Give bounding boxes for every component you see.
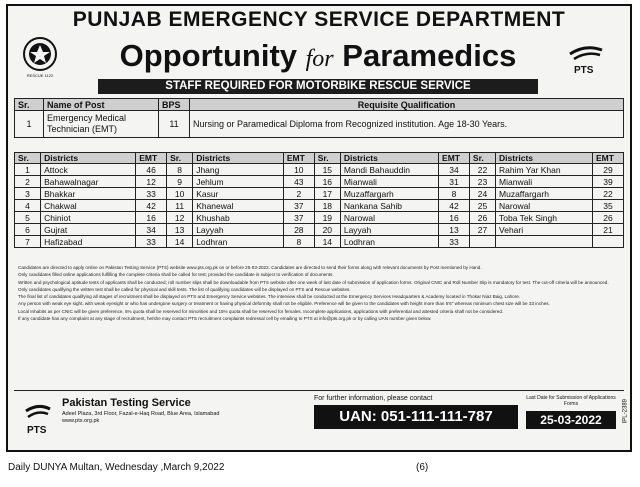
- district-sr: 8: [167, 164, 193, 176]
- pts-address-block: [62, 411, 262, 425]
- districts-header-emt: EMT: [439, 153, 470, 164]
- district-sr: 23: [469, 176, 495, 188]
- district-emt: 34: [136, 224, 167, 236]
- paramedics-word: Paramedics: [342, 38, 517, 73]
- uan-number: UAN: 051-111-111-787: [314, 405, 518, 429]
- footer: [14, 390, 628, 445]
- district-sr: 2: [15, 176, 41, 188]
- district-name: Bhakkar: [41, 188, 136, 200]
- district-emt: 10: [283, 164, 314, 176]
- district-emt: 33: [439, 236, 470, 248]
- pts-name: Pakistan Testing Service: [62, 397, 191, 409]
- post-header-bps: BPS: [159, 99, 190, 111]
- district-emt: 31: [439, 176, 470, 188]
- instructions: [18, 265, 620, 323]
- district-emt: 21: [593, 224, 624, 236]
- pts-website: www.pts.org.pk: [62, 418, 100, 424]
- post-header-sr: Sr.: [15, 99, 44, 111]
- instruction-item: If any candidate has any complaint at any stage of recruitment, he/she may contact PTS recruitment complaints redressal cell by emailing to PTS at info@pts.org.pk or by calling UAN number given below.: [18, 316, 432, 322]
- for-word: for: [305, 46, 334, 72]
- district-name: Narowal: [496, 200, 593, 212]
- table-row: [15, 200, 624, 212]
- district-name: Muzaffargarh: [340, 188, 438, 200]
- district-emt: 22: [593, 188, 624, 200]
- district-sr: 17: [314, 188, 340, 200]
- district-name: Hafizabad: [41, 236, 136, 248]
- district-emt: 34: [439, 164, 470, 176]
- district-name: Lodhran: [340, 236, 438, 248]
- district-emt: 13: [439, 224, 470, 236]
- districts-table: [14, 152, 624, 248]
- district-emt: 16: [439, 212, 470, 224]
- opportunity-word: Opportunity: [119, 38, 298, 73]
- district-name: Rahim Yar Khan: [496, 164, 593, 176]
- district-name: Jhang: [193, 164, 284, 176]
- pts-logo-icon: [560, 42, 610, 76]
- newspaper-dateline: Daily DUNYA Multan, Wednesday ,March 9,2022: [8, 462, 225, 473]
- district-sr: 12: [167, 212, 193, 224]
- table-row: [15, 212, 624, 224]
- ad-code: IPL-2389: [622, 399, 628, 424]
- pts-footer-logo-text: PTS: [27, 425, 47, 436]
- table-row: [15, 164, 624, 176]
- district-emt: 33: [136, 188, 167, 200]
- district-emt: 37: [283, 200, 314, 212]
- instruction-item: Only candidates filled online applications fulfilling the complete criteria shall be called for test; provided the candidate is subject to verification of documents.: [18, 272, 334, 278]
- table-row: [15, 111, 624, 138]
- post-header-name: Name of Post: [44, 99, 159, 111]
- district-name: Toba Tek Singh: [496, 212, 593, 224]
- district-sr: 11: [167, 200, 193, 212]
- last-date: 25-03-2022: [526, 411, 616, 429]
- post-sr: 1: [15, 111, 44, 138]
- instruction-item: The final list of candidates qualifying all stages of recruitment shall be displayed on PTS and Emergency Service websites. The interview shall be conducted at the Emergency Services Headquarters & Academy located in Thokar Niaz Baig, Lahore.: [18, 294, 521, 300]
- instruction-item: Local Inhabits as per CNIC will be given preference. 5% quota shall be reserved for minorities and 15% quota shall be reserved for females. Incomplete applications, applications with preferential and attested criteria shall not be considered.: [18, 308, 504, 314]
- opportunity-heading: [68, 36, 568, 76]
- district-sr: 27: [469, 224, 495, 236]
- district-name: Chiniot: [41, 212, 136, 224]
- district-sr: 19: [314, 212, 340, 224]
- district-name: Khanewal: [193, 200, 284, 212]
- district-name: Lodhran: [193, 236, 284, 248]
- district-emt: 35: [593, 200, 624, 212]
- district-name: Mianwali: [340, 176, 438, 188]
- district-sr: 24: [469, 188, 495, 200]
- districts-header-sr: Sr.: [469, 153, 495, 164]
- district-name: Vehari: [496, 224, 593, 236]
- district-name: Khushab: [193, 212, 284, 224]
- post-qualification: Nursing or Paramedical Diploma from Recognized institution. Age 18-30 Years.: [190, 111, 624, 138]
- district-sr: [469, 236, 495, 248]
- district-name: Mandi Bahauddin: [340, 164, 438, 176]
- district-name: [496, 236, 593, 248]
- district-sr: 3: [15, 188, 41, 200]
- district-emt: 42: [136, 200, 167, 212]
- district-emt: 26: [593, 212, 624, 224]
- district-name: Kasur: [193, 188, 284, 200]
- district-emt: [593, 236, 624, 248]
- district-name: Jehlum: [193, 176, 284, 188]
- instruction-item: Any person with weak eye sight, with weak eyesight or who has undergone surgery or treatment or having physical deformity shall not be eligible. Preference will be given to the candidates with height more than 5'6" whereas minimum chest size will be 33 inches.: [18, 301, 550, 307]
- page-number: (6): [416, 462, 429, 473]
- district-emt: 33: [136, 236, 167, 248]
- post-table: [14, 98, 624, 138]
- pts-logo-text: PTS: [574, 65, 594, 76]
- instruction-item: Only candidates qualifying the written test shall be called for physical and skill tests. The list of qualifying candidates will be displayed on PTS and Rescue websites.: [18, 286, 351, 292]
- districts-header-district: Districts: [41, 153, 136, 164]
- info-text: For further information, please contact: [314, 395, 433, 402]
- district-sr: 6: [15, 224, 41, 236]
- district-emt: 16: [136, 212, 167, 224]
- district-sr: 10: [167, 188, 193, 200]
- district-emt: 8: [283, 236, 314, 248]
- district-emt: 37: [283, 212, 314, 224]
- district-name: Layyah: [193, 224, 284, 236]
- districts-header-sr: Sr.: [15, 153, 41, 164]
- last-date-caption: Last Date for Submission of Applications Forms: [526, 395, 616, 407]
- post-bps: 11: [159, 111, 190, 138]
- district-name: Mianwali: [496, 176, 593, 188]
- post-header-qualification: Requisite Qualification: [190, 99, 624, 111]
- district-sr: 22: [469, 164, 495, 176]
- district-sr: 9: [167, 176, 193, 188]
- district-name: Gujrat: [41, 224, 136, 236]
- instruction-item: Candidates are directed to apply online on Pakistan Testing Service (PTS) website www.pts.org.pk on or before 25-03-2022. Candidates are directed to send their forms along with relevant documents by Post mentioned by Hand.: [18, 265, 482, 270]
- districts-header-district: Districts: [340, 153, 438, 164]
- districts-header-emt: EMT: [136, 153, 167, 164]
- district-name: Attock: [41, 164, 136, 176]
- district-sr: 25: [469, 200, 495, 212]
- table-row: [15, 236, 624, 248]
- districts-header-emt: EMT: [593, 153, 624, 164]
- district-sr: 1: [15, 164, 41, 176]
- district-emt: 12: [136, 176, 167, 188]
- districts-header-district: Districts: [496, 153, 593, 164]
- district-sr: 13: [167, 224, 193, 236]
- district-name: Chakwal: [41, 200, 136, 212]
- district-emt: 29: [593, 164, 624, 176]
- district-emt: 2: [283, 188, 314, 200]
- district-emt: 46: [136, 164, 167, 176]
- district-sr: 7: [15, 236, 41, 248]
- post-name: Emergency Medical Technician (EMT): [44, 111, 159, 138]
- department-title: PUNJAB EMERGENCY SERVICE DEPARTMENT: [72, 8, 566, 31]
- district-emt: 42: [439, 200, 470, 212]
- table-row: [15, 188, 624, 200]
- district-sr: 18: [314, 200, 340, 212]
- logo-caption: RESCUE 1122: [26, 73, 54, 78]
- table-row: [15, 176, 624, 188]
- district-sr: 5: [15, 212, 41, 224]
- district-sr: 14: [314, 236, 340, 248]
- district-name: Muzaffargarh: [496, 188, 593, 200]
- district-name: Nankana Sahib: [340, 200, 438, 212]
- district-name: Layyah: [340, 224, 438, 236]
- district-sr: 26: [469, 212, 495, 224]
- district-emt: 39: [593, 176, 624, 188]
- district-sr: 16: [314, 176, 340, 188]
- district-emt: 43: [283, 176, 314, 188]
- district-emt: 28: [283, 224, 314, 236]
- district-emt: 8: [439, 188, 470, 200]
- district-sr: 20: [314, 224, 340, 236]
- advertisement: [6, 4, 632, 452]
- district-name: Narowal: [340, 212, 438, 224]
- district-sr: 14: [167, 236, 193, 248]
- pts-footer-logo-icon: [22, 401, 54, 437]
- districts-header-sr: Sr.: [314, 153, 340, 164]
- instruction-item: Written and psychological aptitude tests of applicants shall be conducted; roll number slips shall be downloadable from PTS website after one week of last date of submission of application forms. Original CNIC and Roll Number Slip is mandatory for test. The cut-off criteria will be announced.: [18, 279, 609, 285]
- districts-header-sr: Sr.: [167, 153, 193, 164]
- districts-header-district: Districts: [193, 153, 284, 164]
- staff-required-band: STAFF REQUIRED FOR MOTORBIKE RESCUE SERVICE: [98, 79, 538, 94]
- rescue-logo-icon: [22, 36, 58, 72]
- table-row: [15, 224, 624, 236]
- districts-header-emt: EMT: [283, 153, 314, 164]
- district-sr: 15: [314, 164, 340, 176]
- pts-address: Adeel Plaza, 3rd Floor, Fazal-e-Haq Road, Blue Area, Islamabad: [62, 411, 220, 417]
- district-sr: 4: [15, 200, 41, 212]
- district-name: Bahawalnagar: [41, 176, 136, 188]
